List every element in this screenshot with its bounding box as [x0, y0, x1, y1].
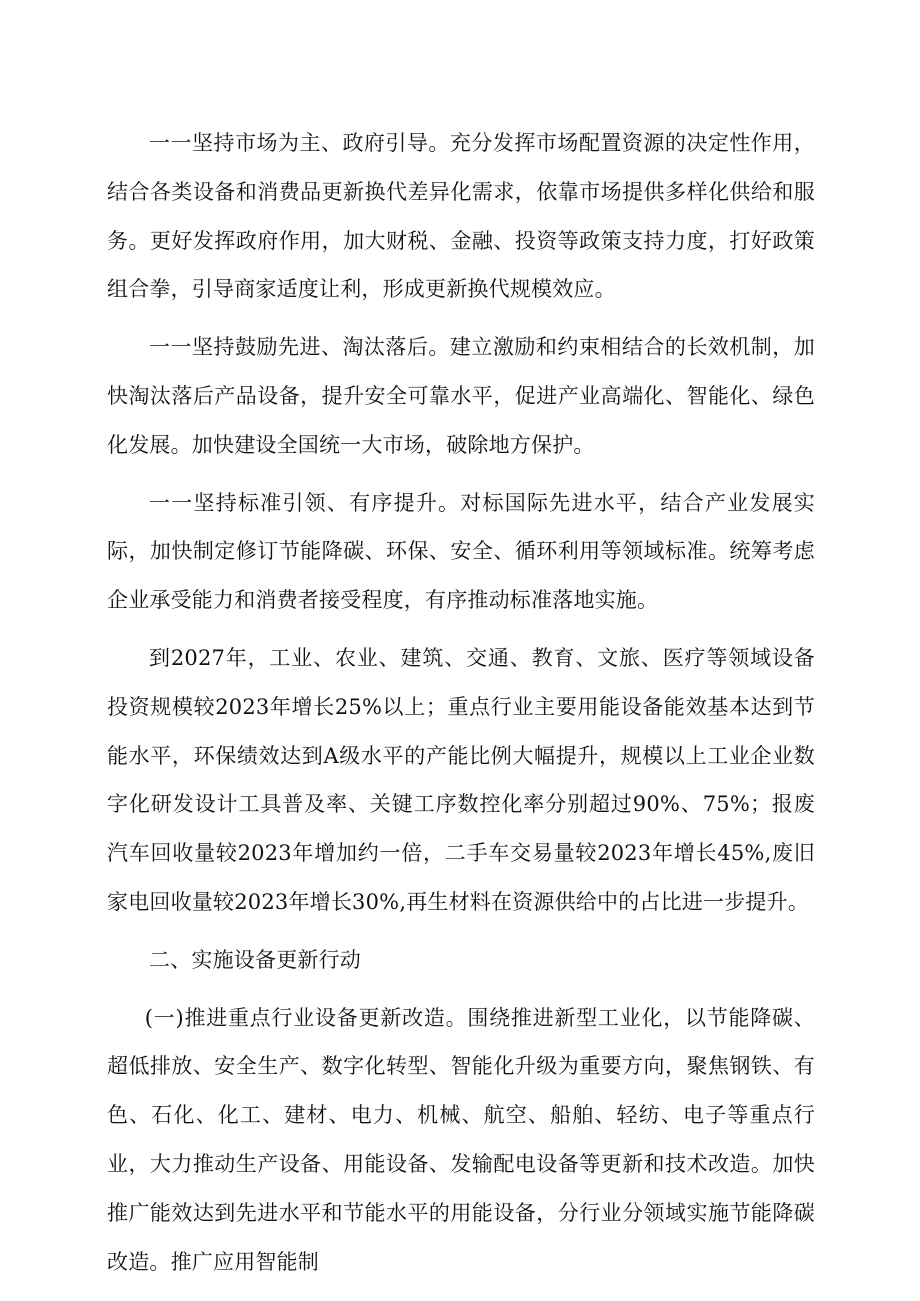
paragraph-market-principle: 一一坚持市场为主、政府引导。充分发挥市场配置资源的决定性作用，结合各类设备和消费品更新换代差异化需求，依靠市场提供多样化供给和服务。更好发挥政府作用，加大财税、金融、投资等政策支持力度，打好政策组合拳，引导商家适度让利，形成更新换代规模效应。 — [107, 131, 815, 302]
document-body — [107, 119, 815, 1295]
paragraph-encourage-advanced: 一一坚持鼓励先进、淘汰落后。建立激励和约束相结合的长效机制，加快淘汰落后产品设备，提升安全可靠水平，促进产业高端化、智能化、绿色化发展。加快建设全国统一大市场，破除地方保护。 — [107, 335, 815, 457]
section-heading-equipment-renewal: 二、实施设备更新行动 — [149, 947, 361, 972]
paragraph-key-industries: (一)推进重点行业设备更新改造。围绕推进新型工业化，以节能降碳、超低排放、安全生产、数字化转型、智能化升级为重要方向，聚焦钢铁、有色、石化、化工、建材、电力、机械、航空、船舶、轻纺、电子等重点行业，大力推动生产设备、用能设备、发输配电设备等更新和技术改造。加快推广能效达到先进水平和节能水平的用能设备，分行业分领域实施节能降碳改造。推广应用智能制 — [107, 1005, 815, 1274]
paragraph-standards-lead: 一一坚持标准引领、有序提升。对标国际先进水平，结合产业发展实际，加快制定修订节能降碳、环保、安全、循环利用等领域标准。统筹考虑企业承受能力和消费者接受程度，有序推动标准落地实施。 — [107, 490, 815, 613]
paragraph-2027-targets: 到2027年，工业、农业、建筑、交通、教育、文旅、医疗等领域设备投资规模较2023年增长25%以上；重点行业主要用能设备能效基本达到节能水平，环保绩效达到A级水平的产能比例大幅提升，规模以上工业企业数字化研发设计工具普及率、关键工序数控化率分别超过90%、75%；报废汽车回收量较2023年增加约一倍，二手车交易量较2023年增长45%,废旧家电回收量较2023年增长30%,再生材料在资源供给中的占比进一步提升。 — [107, 645, 815, 914]
